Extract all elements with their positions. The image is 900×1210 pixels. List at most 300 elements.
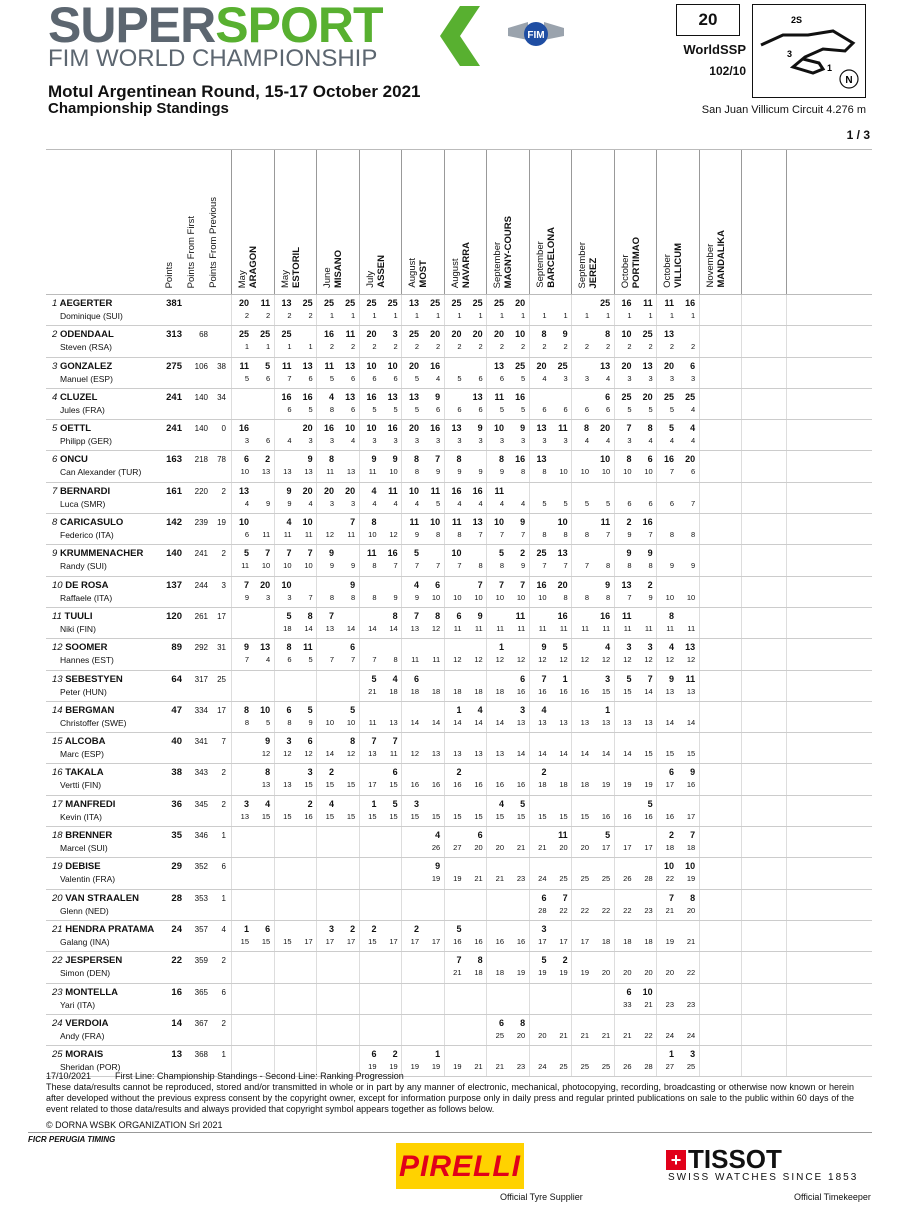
race-points: 9: [435, 391, 441, 402]
race-points: 10: [663, 861, 674, 872]
race-points: 6: [690, 360, 696, 371]
race-points: 7: [371, 736, 377, 747]
column-divider: [699, 764, 700, 794]
race-rank: 6: [499, 373, 504, 383]
round-header-portimao: [620, 237, 642, 288]
column-divider: [741, 150, 742, 294]
rider-gap-first: 239: [194, 518, 208, 528]
race-points: 20: [515, 298, 526, 308]
race-points: 10: [260, 704, 271, 715]
race-rank: 6: [266, 436, 271, 446]
race-rank: 11: [411, 655, 419, 665]
rider-position: 17: [52, 798, 63, 810]
round-header-jerez: [577, 242, 599, 288]
race-rank: 1: [308, 342, 313, 352]
race-points: 5: [562, 642, 568, 653]
race-rank: 6: [478, 373, 483, 383]
rider-nation: (FRA): [81, 1030, 105, 1041]
rider-surname: VERDOIA: [65, 1017, 109, 1029]
race-rank: 4: [266, 655, 271, 665]
race-rank: 15: [516, 811, 526, 821]
rider-firstname: Federico: [60, 530, 94, 541]
race-points: 8: [328, 454, 334, 465]
race-rank: 13: [261, 467, 271, 477]
rider-position-surname: [52, 924, 154, 935]
race-rank: 5: [414, 373, 419, 383]
race-rank: 21: [474, 1062, 483, 1072]
race-rank: 7: [393, 561, 398, 571]
rider-firstname: Luca: [60, 498, 79, 509]
race-rank: 4: [521, 498, 526, 508]
race-points: 11: [515, 610, 526, 621]
race-rank: 10: [580, 467, 589, 477]
race-rank: 16: [516, 936, 526, 946]
rider-firstname: Can Alexander: [60, 467, 116, 478]
race-points: 8: [413, 454, 419, 465]
race-rank: 4: [606, 436, 611, 446]
race-points: 3: [520, 704, 526, 715]
column-divider: [741, 702, 742, 732]
race-points: 2: [307, 798, 313, 809]
race-rank: 9: [457, 467, 462, 477]
round-name: ASSEN: [375, 255, 387, 288]
race-rank: 6: [457, 404, 462, 414]
race-rank: 4: [669, 436, 674, 446]
race-points: 20: [302, 423, 313, 434]
race-rank: 15: [389, 780, 398, 790]
race-rank: 22: [623, 905, 632, 915]
race-rank: 21: [686, 936, 696, 946]
race-points: 6: [477, 830, 483, 841]
race-points: 6: [286, 704, 292, 715]
race-rank: 7: [287, 373, 292, 383]
rider-surname: ODENDAAL: [59, 329, 114, 341]
race-points: 3: [413, 798, 419, 809]
column-divider: [486, 984, 487, 1014]
race-points: 9: [520, 423, 526, 434]
table-row: [46, 639, 872, 670]
race-points: 5: [243, 548, 249, 559]
race-rank: 20: [665, 968, 674, 978]
race-points: 3: [626, 642, 632, 653]
column-divider: [401, 984, 402, 1014]
footer-copyright: © DORNA WSBK ORGANIZATION Srl 2021: [46, 1120, 223, 1130]
race-points: 25: [663, 391, 674, 402]
race-rank: 21: [453, 968, 462, 978]
race-rank: 3: [457, 436, 462, 446]
rider-firstname-nation: [60, 1000, 95, 1010]
rider-position: 3: [52, 360, 58, 372]
round-month: May: [237, 270, 248, 288]
race-points: 2: [392, 1049, 398, 1060]
race-points: 3: [605, 673, 611, 684]
race-points: 2: [328, 767, 334, 778]
race-points: 5: [541, 955, 547, 966]
race-rank: 9: [436, 467, 441, 477]
race-rank: 27: [665, 1062, 674, 1072]
race-rank: 23: [665, 999, 674, 1009]
rider-gap-previous: 38: [217, 361, 226, 371]
race-rank: 13: [240, 811, 249, 821]
race-rank: 25: [601, 874, 611, 884]
round-header-aragon: [237, 246, 259, 288]
race-rank: 2: [287, 311, 292, 320]
race-rank: 13: [389, 717, 398, 727]
rider-position: 2: [52, 329, 58, 341]
race-points: 25: [366, 298, 377, 308]
race-points: 9: [647, 548, 653, 559]
rider-firstname: Niki: [60, 623, 75, 634]
rider-position: 15: [52, 736, 63, 748]
rider-firstname: Marc: [60, 749, 79, 760]
race-rank: 4: [457, 498, 462, 508]
race-points: 3: [647, 642, 653, 653]
rider-nation: (GER): [87, 436, 112, 447]
race-points: 25: [557, 360, 568, 371]
race-points: 8: [243, 704, 249, 715]
rider-points: 241: [166, 391, 182, 403]
race-rank: 11: [262, 530, 271, 540]
column-divider: [486, 890, 487, 920]
column-divider: [786, 326, 787, 356]
map-label-1: 1: [827, 63, 833, 73]
race-rank: 2: [499, 342, 504, 352]
race-rank: 16: [665, 811, 674, 821]
race-rank: 8: [627, 561, 632, 571]
rider-firstname-nation: [60, 812, 102, 822]
race-rank: 15: [431, 811, 441, 821]
race-rank: 3: [393, 436, 398, 446]
rider-points: 142: [166, 517, 182, 529]
map-label-3: 3: [787, 49, 793, 59]
race-rank: 11: [687, 623, 696, 633]
rider-position-surname: [52, 611, 92, 622]
column-divider: [741, 326, 742, 356]
race-rank: 17: [538, 936, 547, 946]
rider-gap-previous: 31: [217, 643, 226, 653]
column-divider: [786, 858, 787, 888]
column-divider: [274, 150, 275, 294]
race-rank: 2: [414, 342, 419, 352]
race-points: 20: [260, 579, 271, 590]
race-rank: 19: [559, 968, 568, 978]
column-divider: [274, 858, 275, 888]
column-divider: [786, 514, 787, 544]
race-points: 25: [685, 391, 696, 402]
race-points: 3: [328, 923, 334, 934]
race-rank: 16: [453, 936, 462, 946]
race-points: 5: [520, 798, 526, 809]
race-rank: 6: [691, 467, 696, 477]
race-points: 4: [605, 642, 611, 653]
rider-gap-previous: 0: [221, 424, 226, 434]
race-rank: 7: [648, 530, 653, 540]
race-rank: 25: [686, 1062, 696, 1072]
race-rank: 8: [521, 467, 526, 477]
race-rank: 13: [453, 749, 462, 759]
rider-nation: (INA): [89, 936, 110, 947]
race-rank: 15: [410, 811, 419, 821]
race-points: 2: [668, 830, 674, 841]
race-rank: 6: [669, 498, 674, 508]
race-rank: 26: [431, 843, 441, 853]
round-month: October: [662, 254, 673, 288]
race-rank: 10: [389, 467, 398, 477]
race-points: 25: [493, 298, 504, 308]
race-points: 20: [663, 360, 674, 371]
race-rank: 21: [474, 874, 483, 884]
race-rank: 4: [648, 436, 653, 446]
column-divider: [444, 150, 445, 294]
race-rank: 22: [559, 905, 568, 915]
race-rank: 11: [453, 623, 462, 633]
column-divider: [786, 952, 787, 982]
column-divider: [699, 577, 700, 607]
rider-nation: (POR): [96, 1062, 121, 1073]
race-points: 13: [685, 642, 696, 653]
rider-surname: BRENNER: [65, 830, 113, 842]
table-row: [46, 671, 872, 702]
race-rank: 12: [431, 623, 441, 633]
column-divider: [529, 150, 530, 294]
race-points: 10: [366, 423, 377, 434]
race-rank: 14: [368, 623, 377, 633]
rider-position-surname: [52, 392, 97, 403]
race-points: 11: [303, 642, 313, 653]
column-divider: [741, 1046, 742, 1076]
rider-gap-previous: 17: [217, 705, 226, 715]
rider-gap-previous: 78: [217, 455, 226, 465]
race-rank: 1: [606, 311, 611, 320]
column-divider: [359, 984, 360, 1014]
round-header-estoril: [280, 247, 302, 288]
race-rank: 6: [308, 373, 313, 383]
race-rank: 19: [644, 780, 653, 790]
rider-points: 241: [166, 423, 182, 435]
rider-firstname: Steven: [60, 342, 87, 353]
rider-nation: (ESP): [81, 749, 104, 760]
race-rank: 11: [517, 623, 526, 633]
race-rank: 24: [686, 1030, 696, 1040]
race-rank: 19: [431, 874, 441, 884]
race-rank: 5: [542, 498, 547, 508]
race-rank: 8: [542, 467, 547, 477]
race-points: 7: [647, 673, 653, 684]
race-points: 13: [536, 423, 547, 434]
race-rank: 10: [495, 592, 504, 602]
rider-gap-previous: 1: [221, 1050, 226, 1060]
race-rank: 16: [453, 780, 462, 790]
race-points: 16: [430, 360, 441, 371]
column-divider: [741, 952, 742, 982]
race-rank: 9: [287, 498, 292, 508]
race-rank: 13: [495, 749, 504, 759]
race-rank: 12: [686, 655, 696, 665]
swiss-cross-icon: +: [666, 1150, 686, 1170]
race-rank: 2: [457, 342, 462, 352]
race-rank: 22: [580, 905, 589, 915]
race-points: 8: [520, 1017, 526, 1028]
race-points: 4: [435, 830, 441, 841]
race-points: 6: [307, 736, 313, 747]
race-points: 13: [408, 298, 419, 308]
rider-nation: (ITA): [93, 592, 113, 603]
race-points: 20: [451, 329, 462, 340]
race-rank: 14: [325, 749, 334, 759]
round-header-misano: [322, 250, 344, 288]
rider-gap-first: 334: [194, 705, 208, 715]
column-divider: [274, 827, 275, 857]
race-rank: 5: [457, 373, 462, 383]
race-rank: 2: [436, 342, 441, 352]
race-rank: 15: [368, 811, 377, 821]
timing-logo: FICR PERUGIA TIMING: [28, 1135, 116, 1144]
tissot-caption: Official Timekeeper: [794, 1192, 871, 1202]
race-points: 4: [328, 798, 334, 809]
rider-gap-previous: 3: [221, 580, 226, 590]
race-rank: 6: [287, 404, 292, 414]
race-rank: 2: [648, 342, 653, 352]
race-rank: 3: [329, 436, 334, 446]
race-points: 11: [621, 610, 632, 621]
race-rank: 9: [691, 561, 696, 571]
column-divider: [401, 150, 402, 294]
race-rank: 1: [414, 311, 419, 320]
rider-position-surname: [52, 580, 109, 591]
race-points: 7: [690, 830, 696, 841]
race-rank: 8: [372, 592, 377, 602]
rider-gap-first: 292: [194, 643, 208, 653]
race-points: 1: [435, 1049, 441, 1060]
rider-gap-previous: 2: [221, 768, 226, 778]
race-rank: 10: [559, 467, 568, 477]
race-points: 6: [243, 454, 249, 465]
rider-nation: (NED): [85, 905, 109, 916]
rider-firstname-nation: [60, 561, 107, 571]
race-points: 13: [621, 579, 632, 590]
race-rank: 7: [691, 498, 696, 508]
rider-surname: MONTELLA: [65, 986, 118, 998]
fim-label: FIM: [527, 30, 545, 41]
column-divider: [359, 890, 360, 920]
rider-gap-first: 140: [194, 424, 208, 434]
column-divider: [699, 545, 700, 575]
race-rank: 8: [499, 561, 504, 571]
rider-position-surname: [52, 955, 122, 966]
rider-gap-first: 244: [194, 580, 208, 590]
rider-surname: DE ROSA: [65, 579, 109, 591]
race-points: 10: [345, 423, 356, 434]
race-rank: 20: [474, 843, 483, 853]
race-rank: 4: [584, 436, 589, 446]
race-rank: 7: [521, 530, 526, 540]
rider-surname: BERNARDI: [59, 485, 111, 497]
map-label-2s: 2S: [791, 15, 803, 25]
race-points: 3: [243, 798, 249, 809]
race-rank: 7: [478, 530, 483, 540]
race-rank: 11: [623, 623, 632, 633]
race-points: 5: [605, 830, 611, 841]
race-rank: 33: [623, 999, 632, 1009]
column-divider: [699, 295, 700, 325]
race-rank: 11: [389, 749, 398, 759]
race-points: 20: [238, 298, 249, 308]
race-points: 7: [243, 579, 249, 590]
race-points: 8: [350, 736, 356, 747]
race-rank: 15: [538, 811, 547, 821]
race-points: 11: [643, 298, 653, 308]
rider-surname: MANFREDI: [65, 798, 116, 810]
race-rank: 1: [372, 311, 377, 320]
race-points: 7: [541, 673, 547, 684]
race-rank: 10: [453, 592, 462, 602]
column-divider: [786, 1015, 787, 1045]
column-divider: [699, 890, 700, 920]
race-rank: 19: [601, 780, 611, 790]
race-points: 10: [366, 360, 377, 371]
race-points: 6: [498, 1017, 504, 1028]
race-rank: 6: [244, 530, 249, 540]
race-rank: 1: [563, 311, 568, 320]
round-month: July: [364, 271, 376, 288]
race-points: 16: [600, 610, 611, 621]
column-divider: [699, 1046, 700, 1076]
column-divider: [359, 150, 360, 294]
race-rank: 22: [601, 905, 611, 915]
round-name: NAVARRA: [460, 241, 472, 288]
race-rank: 3: [308, 436, 313, 446]
column-divider: [699, 733, 700, 763]
column-divider: [231, 1015, 232, 1045]
rider-gap-previous: 1: [221, 831, 226, 841]
race-points: 4: [371, 485, 377, 496]
table-row: [46, 858, 872, 889]
column-divider: [486, 150, 487, 294]
race-points: 13: [472, 517, 483, 528]
column-divider: [401, 858, 402, 888]
race-points: 5: [265, 360, 271, 371]
rider-surname: GONZALEZ: [59, 360, 113, 372]
race-rank: 16: [431, 780, 441, 790]
rider-surname: JESPERSEN: [65, 955, 123, 967]
race-points: 2: [456, 767, 462, 778]
race-rank: 14: [389, 623, 398, 633]
race-points: 10: [600, 454, 611, 465]
race-rank: 12: [580, 655, 589, 665]
race-rank: 10: [623, 467, 632, 477]
rider-firstname: Jules: [60, 404, 80, 415]
race-rank: 14: [623, 749, 632, 759]
race-points: 20: [621, 360, 632, 371]
column-divider: [741, 890, 742, 920]
race-points: 10: [451, 548, 462, 559]
column-divider: [571, 984, 572, 1014]
race-rank: 1: [329, 311, 334, 320]
table-row: [46, 451, 872, 482]
race-points: 11: [685, 673, 696, 684]
race-points: 16: [621, 298, 632, 308]
race-rank: 18: [410, 686, 419, 696]
race-rank: 4: [244, 498, 249, 508]
race-rank: 17: [580, 936, 589, 946]
race-rank: 8: [287, 717, 292, 727]
race-points: 13: [536, 454, 547, 465]
round-month: May: [279, 270, 291, 288]
race-points: 4: [477, 704, 483, 715]
race-rank: 14: [580, 749, 589, 759]
race-points: 8: [605, 329, 611, 340]
race-rank: 1: [457, 311, 462, 320]
